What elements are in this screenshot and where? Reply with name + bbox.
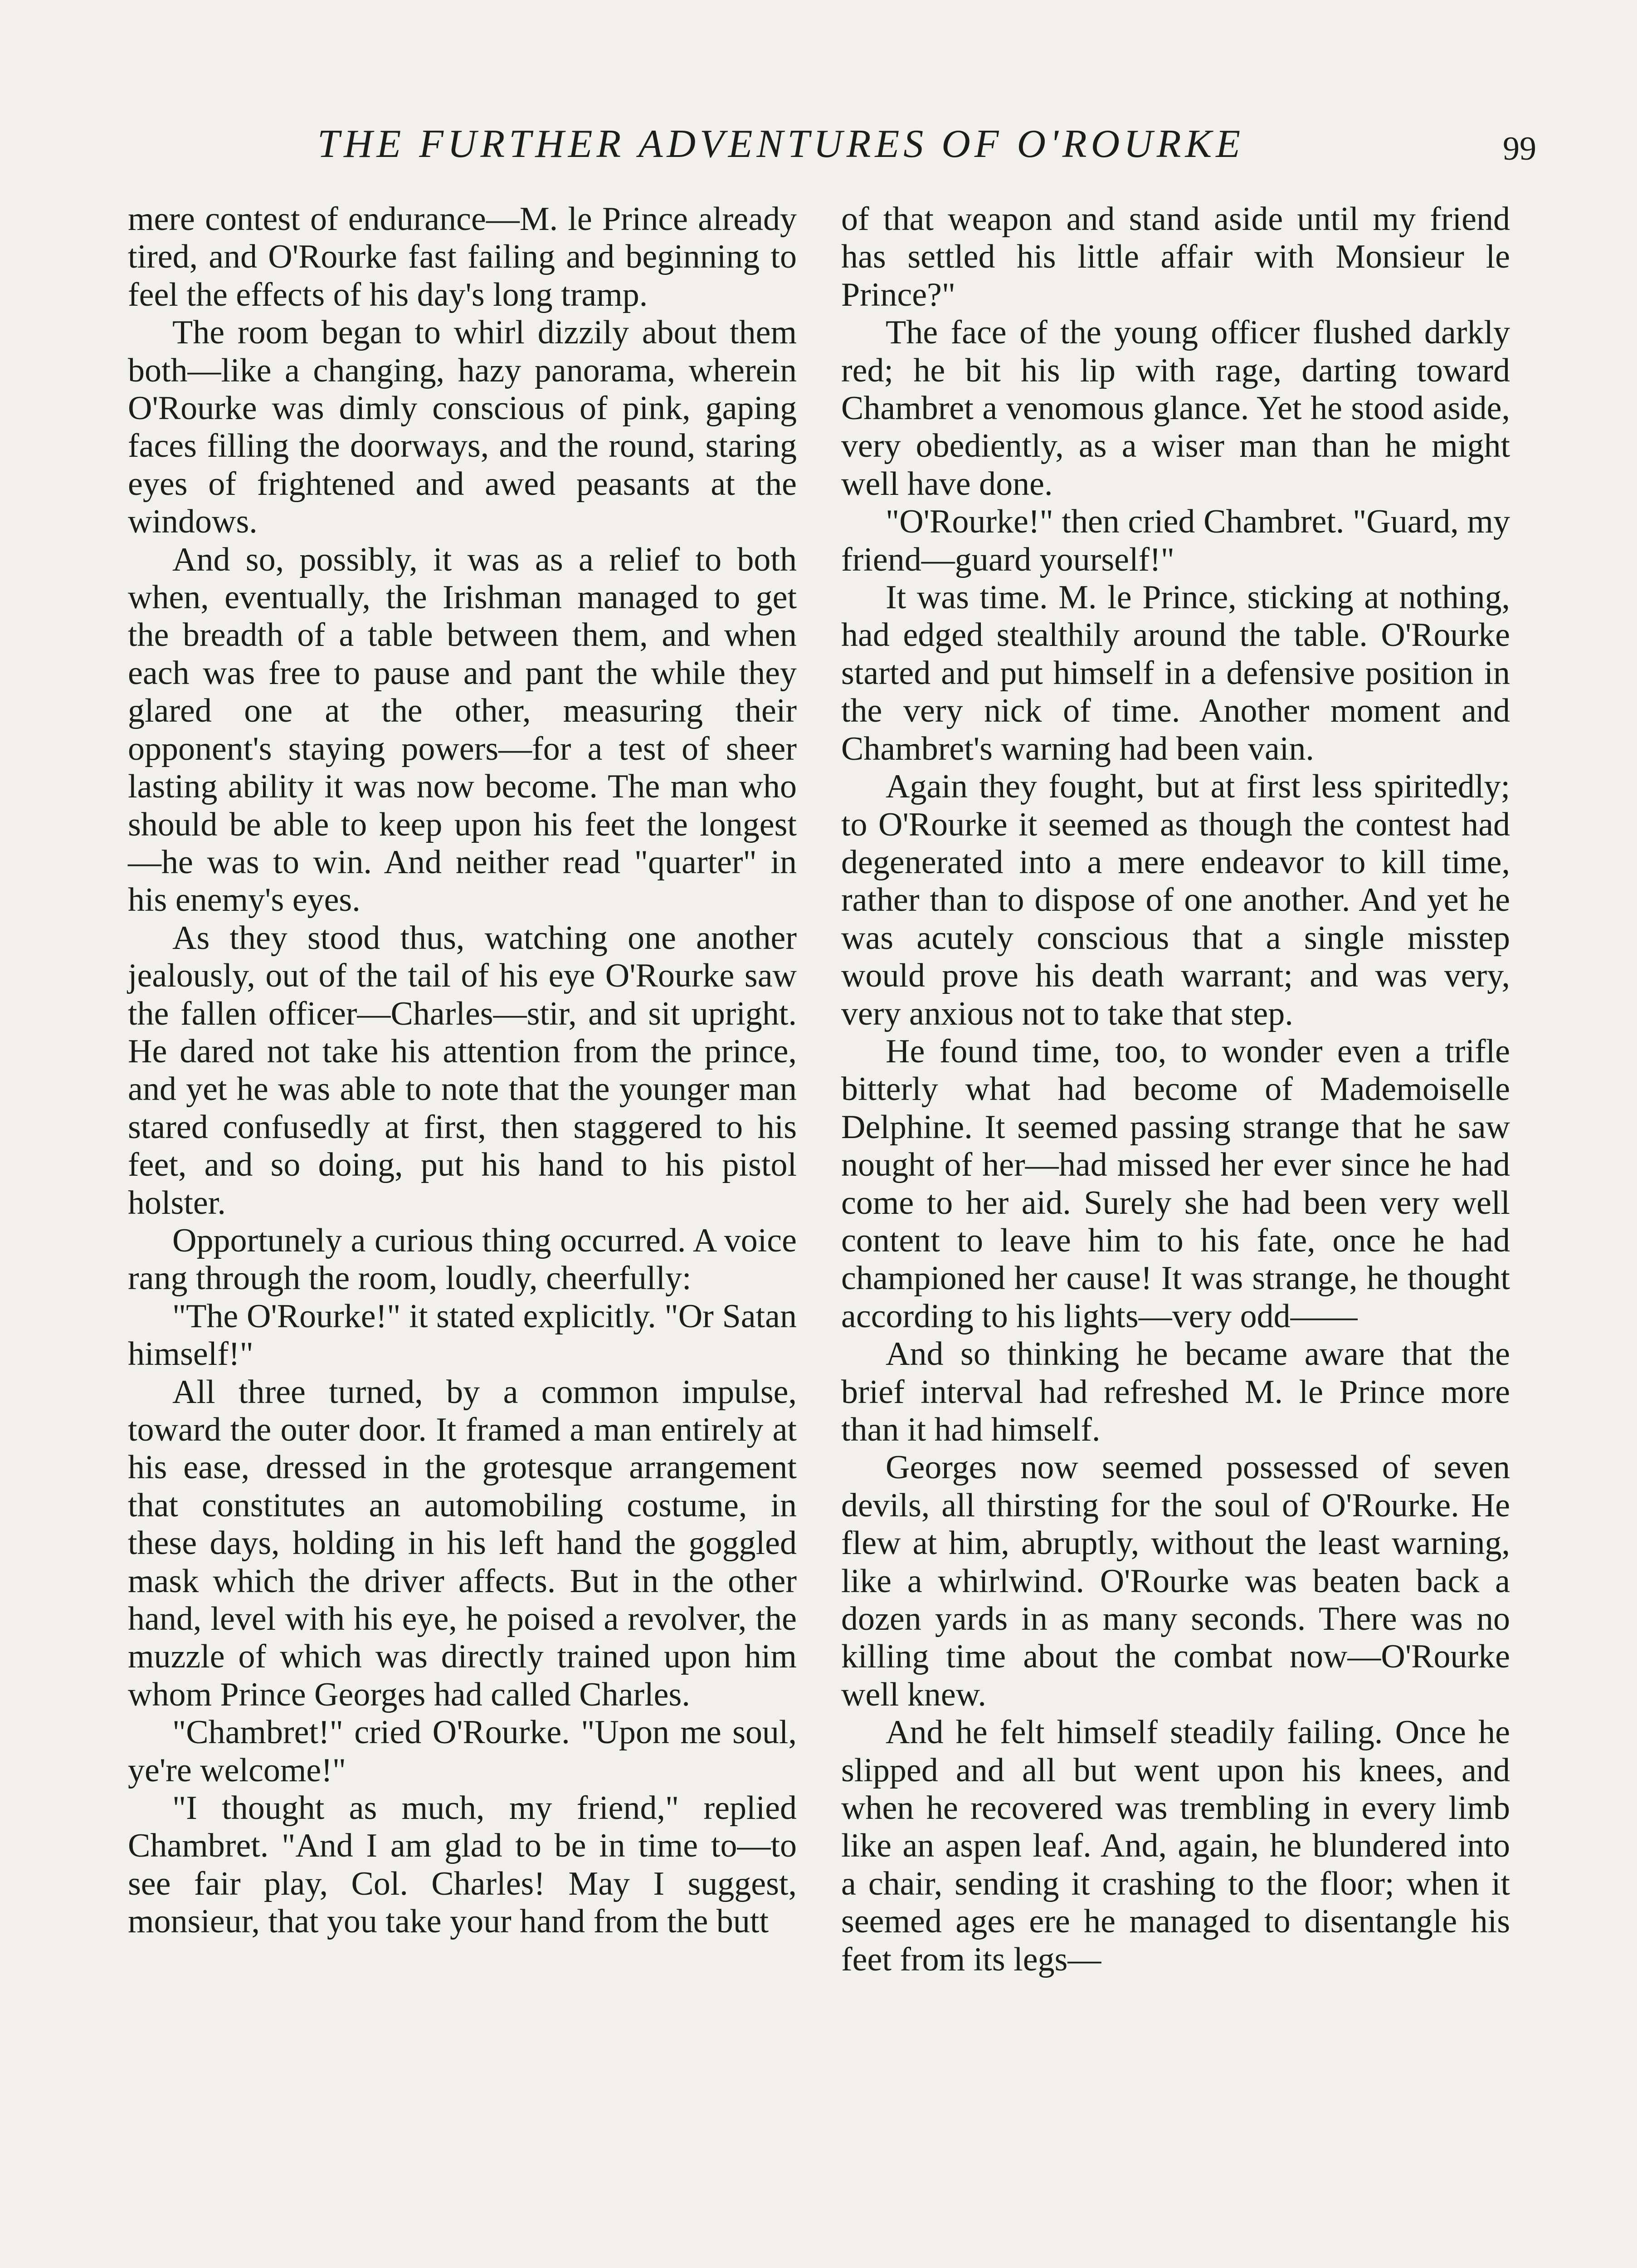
page-number: 99 <box>1503 130 1536 167</box>
paragraph: Georges now seemed possessed of seven devils, all thirsting for the soul of O'Rourke. He flew at him, abruptly, without the least warning, like a whirlwind. O'Rourke was beaten back a dozen yards in as many seconds. There was no killing time about the combat now—O'Rourke well knew. <box>841 1449 1510 1713</box>
paragraph: Again they fought, but at first less spiritedly; to O'Rourke it seemed as though the contest had degenerated into a mere endeavor to kill time, rather than to dispose of one another. And yet he was acutely conscious that a single misstep would prove his death warrant; and was very, very anxious not to take that step. <box>841 768 1510 1032</box>
paragraph: And he felt himself steadily failing. Once he slipped and all but went upon his knees, and when he recovered was trembling in every limb like an aspen leaf. And, again, he blundered into a chair, sending it crashing to the floor; when it seemed ages ere he managed to disentangle his feet from its legs— <box>841 1714 1510 1978</box>
paragraph: The face of the young officer flushed darkly red; he bit his lip with rage, darting toward Chambret a venomous glance. Yet he stood aside, very obediently, as a wiser man than he might well have done. <box>841 314 1510 503</box>
paragraph: "I thought as much, my friend," replied Chambret. "And I am glad to be in time to—to see fair play, Col. Charles! May I suggest, monsieur, that you take your hand from the butt <box>128 1789 797 1941</box>
paragraph: And so, possibly, it was as a relief to both when, eventually, the Irishman managed to get the breadth of a table between them, and when each was free to pause and pant the while they glared one at the other, measuring their opponent's staying powers—for a test of sheer lasting ability it was now become. The man who should be able to keep upon his feet the longest—he was to win. And neither read "quarter" in his enemy's eyes. <box>128 541 797 919</box>
paragraph: Opportunely a curious thing occurred. A voice rang through the room, loudly, cheerfully: <box>128 1222 797 1297</box>
paragraph: of that weapon and stand aside until my friend has settled his little affair with Monsieur le Prince?" <box>841 200 1510 313</box>
paragraph: He found time, too, to wonder even a trifle bitterly what had become of Mademoiselle Delphine. It seemed passing strange that he saw nought of her—had missed her ever since he had come to her aid. Surely she had been very well content to leave him to his fate, once he had championed her cause! It was strange, he thought according to his lights—very odd—— <box>841 1032 1510 1335</box>
paragraph: It was time. M. le Prince, sticking at nothing, had edged stealthily around the table. O'Rourke started and put himself in a defensive position in the very nick of time. Another moment and Chambret's warning had been vain. <box>841 579 1510 767</box>
paragraph: "O'Rourke!" then cried Chambret. "Guard, my friend—guard yourself!" <box>841 503 1510 578</box>
paragraph: mere contest of endurance—M. le Prince already tired, and O'Rourke fast failing and beginning to feel the effects of his day's long tramp. <box>128 200 797 313</box>
paragraph: And so thinking he became aware that the brief interval had refreshed M. le Prince more than it had himself. <box>841 1335 1510 1448</box>
page-header <box>0 117 1637 171</box>
paragraph: "The O'Rourke!" it stated explicitly. "Or Satan himself!" <box>128 1297 797 1373</box>
paragraph: The room began to whirl dizzily about them both—like a changing, hazy panorama, wherein O'Rourke was dimly conscious of pink, gaping faces filling the doorways, and the round, staring eyes of frightened and awed peasants at the windows. <box>128 314 797 541</box>
left-column <box>128 200 797 1941</box>
right-column <box>841 200 1510 1979</box>
paragraph: All three turned, by a common impulse, toward the outer door. It framed a man entirely at his ease, dressed in the grotesque arrangement that constitutes an automobiling costume, in these days, holding in his left hand the goggled mask which the driver affects. But in the other hand, level with his eye, he poised a revolver, the muzzle of which was directly trained upon him whom Prince Georges had called Charles. <box>128 1373 797 1713</box>
paragraph: As they stood thus, watching one another jealously, out of the tail of his eye O'Rourke saw the fallen officer—Charles—stir, and sit upright. He dared not take his attention from the prince, and yet he was able to note that the younger man stared confusedly at first, then staggered to his feet, and so doing, put his hand to his pistol holster. <box>128 919 797 1222</box>
running-title: THE FURTHER ADVENTURES OF O'ROURKE <box>317 122 1244 166</box>
paragraph: "Chambret!" cried O'Rourke. "Upon me soul, ye're welcome!" <box>128 1714 797 1789</box>
